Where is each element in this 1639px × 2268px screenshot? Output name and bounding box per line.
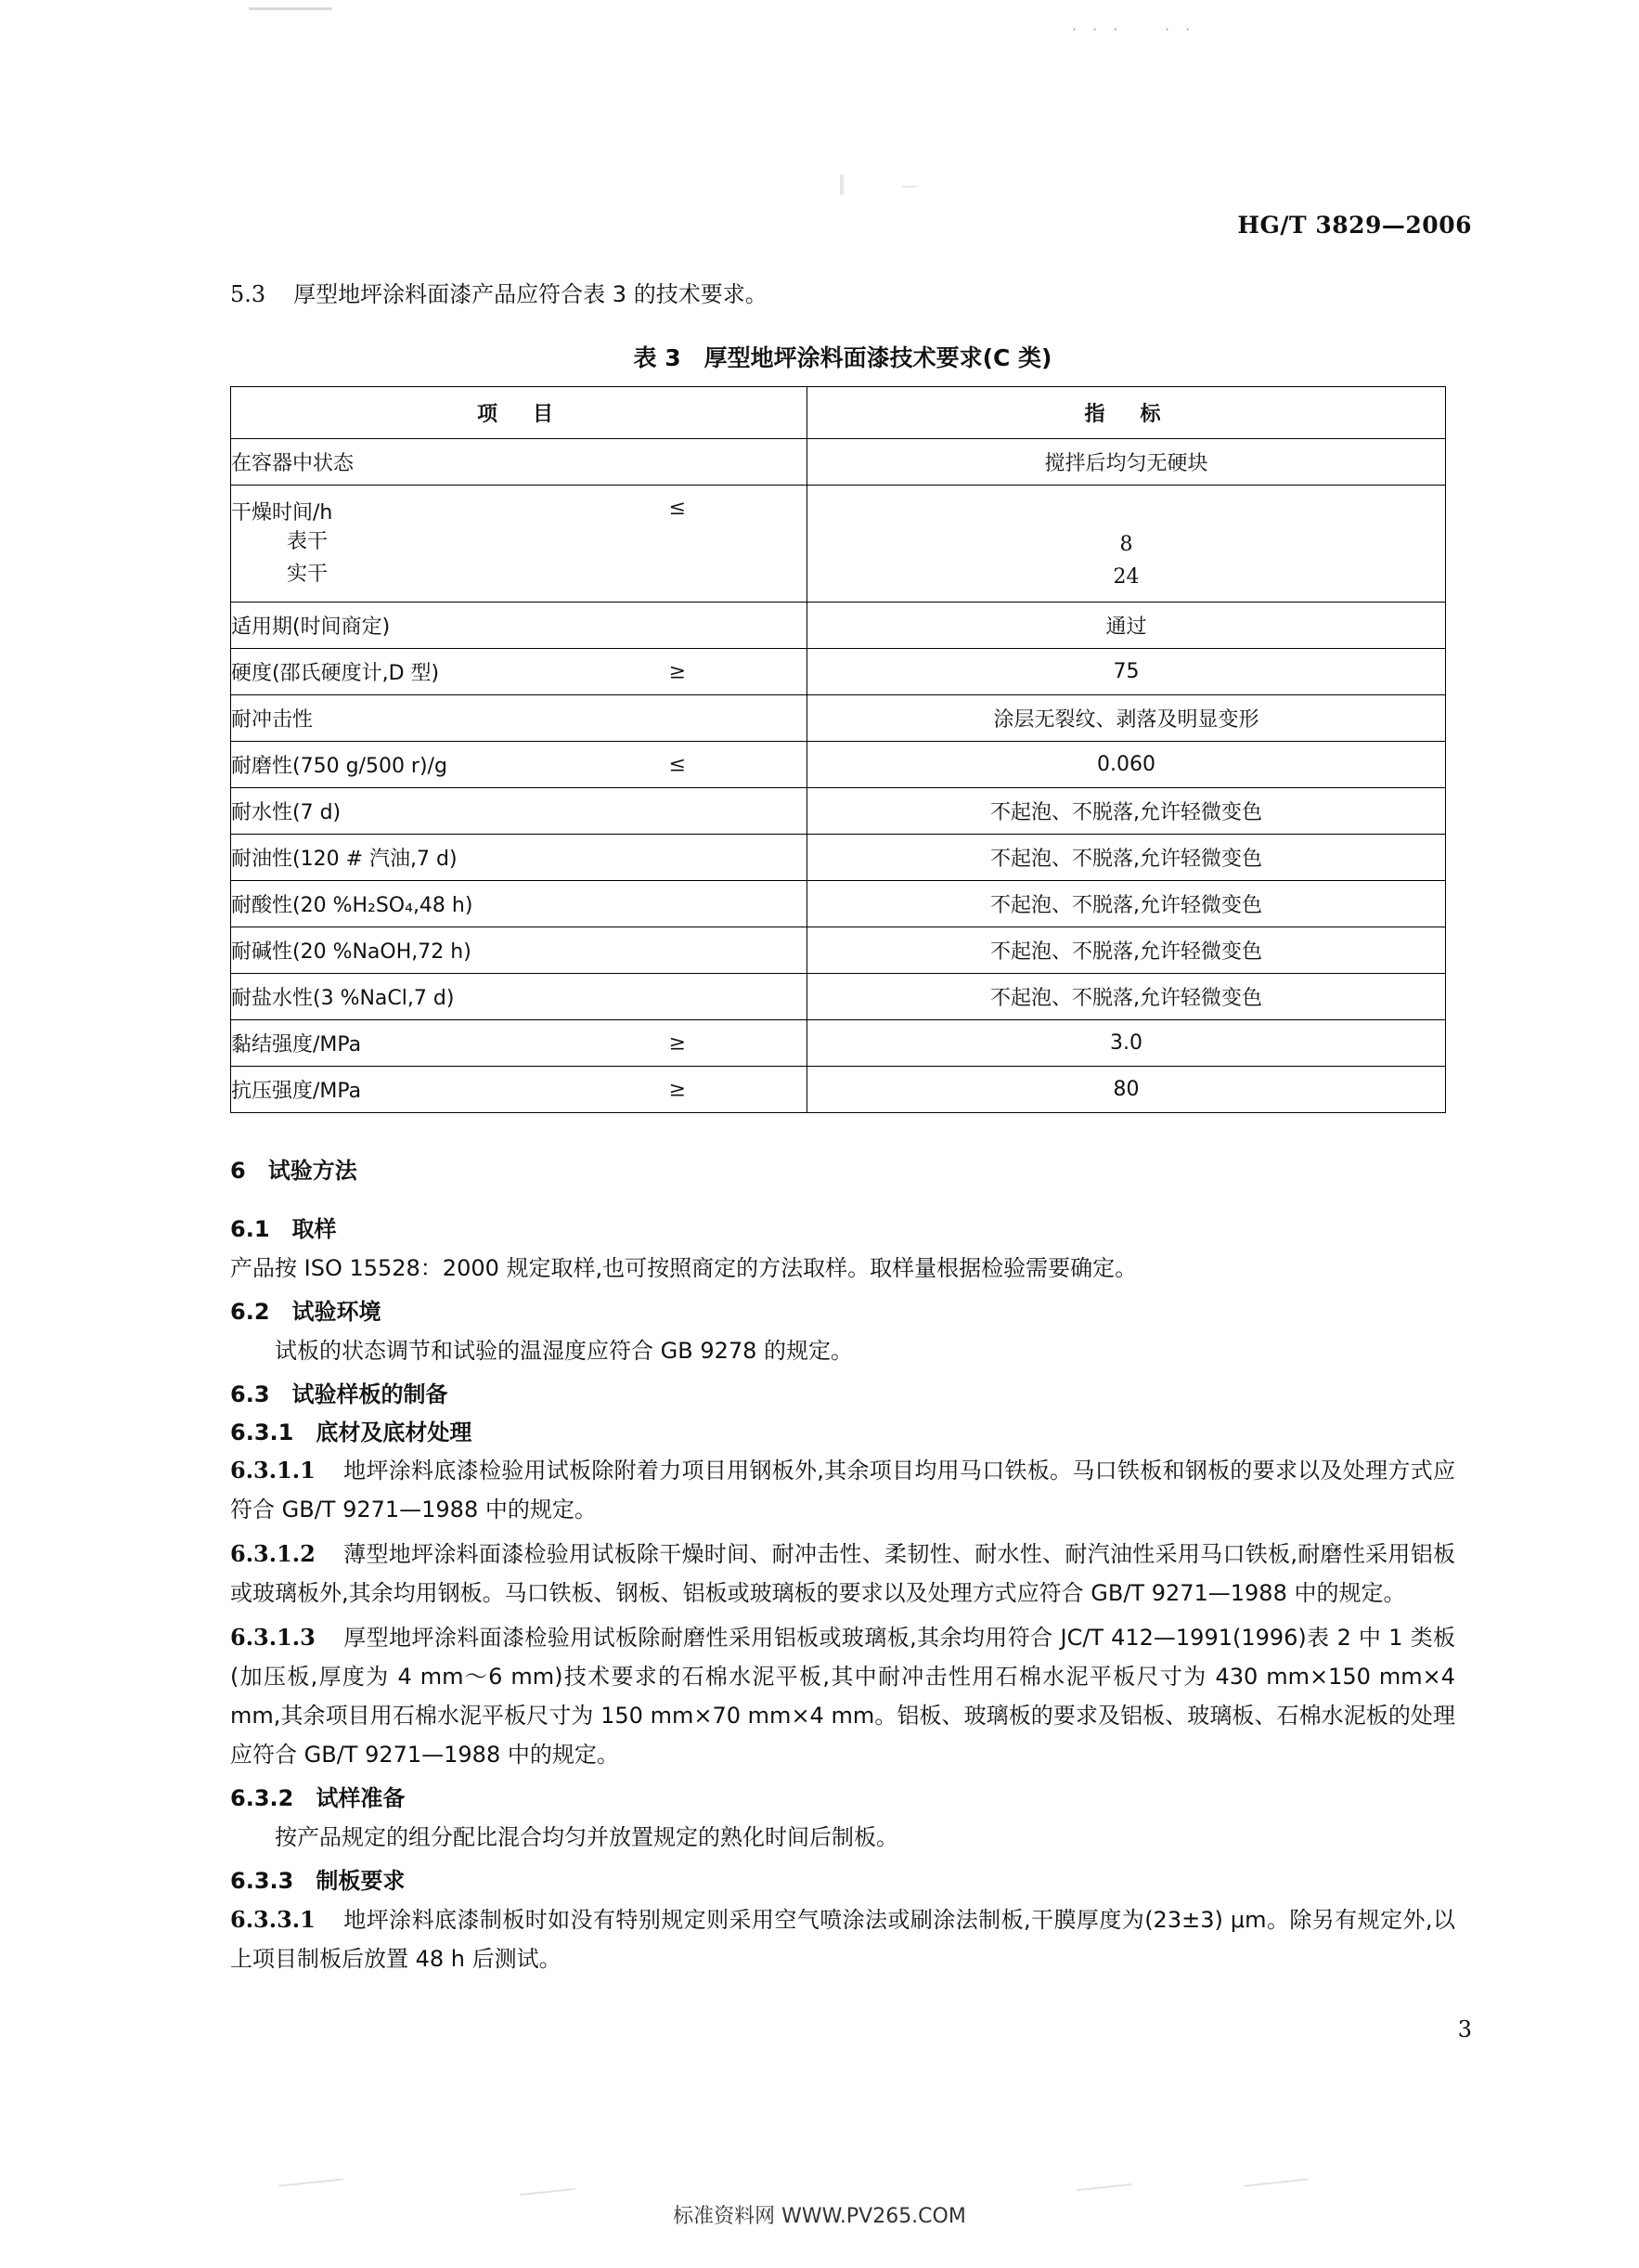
scan-artifact — [249, 7, 332, 10]
row-item-main: 硬度(邵氏硬度计,D 型) — [231, 662, 440, 686]
clause-6-3-1-3-label: 6.3.1.3 — [230, 1624, 316, 1652]
clause-6-3-3-1-label: 6.3.3.1 — [230, 1905, 316, 1933]
row-symbol: ≥ — [668, 1031, 686, 1056]
clause-6-3-3-1 — [230, 1900, 1455, 1978]
table-row — [231, 881, 1446, 927]
row-item-label: 耐碱性(20 %NaOH,72 h) — [231, 927, 807, 974]
clause-6-3-1-1-text: 地坪涂料底漆检验用试板除附着力项目用钢板外,其余项目均用马口铁板。马口铁板和钢板的要求以及处理方式应符合 GB/T 9271—1988 中的规定。 — [230, 1458, 1455, 1523]
clause-6-3-1-1 — [230, 1451, 1455, 1529]
row-item-main: 黏结强度/MPa — [231, 1033, 362, 1057]
clause-5-3 — [230, 275, 1455, 314]
row-item-value: 涂层无裂纹、剥落及明显变形 — [807, 695, 1446, 742]
table-row — [231, 927, 1446, 974]
clause-6-3-2-text: 按产品规定的组分配比混合均匀并放置规定的熟化时间后制板。 — [275, 1824, 898, 1851]
row-item-label — [231, 742, 807, 788]
scan-artifact-4 — [902, 186, 917, 188]
clause-6-3-1-3 — [230, 1618, 1455, 1774]
clause-5-3-number: 5.3 — [230, 281, 266, 307]
row-item-label: 耐冲击性 — [231, 695, 807, 742]
section-6-heading: 6 试验方法 — [230, 1158, 357, 1185]
table-row — [231, 835, 1446, 881]
row-item-sub-1: 表干 — [287, 530, 329, 553]
clause-6-3-1-heading: 6.3.1 底材及底材处理 — [230, 1419, 472, 1445]
clause-6-3-1-3-text: 厚型地坪涂料面漆检验用试板除耐磨性采用铝板或玻璃板,其余均用符合 JC/T 412—1991(1996)表 2 中 1 类板(加压板,厚度为 4 mm～6 mm)技术要求的石棉水泥平板,其中耐冲击性用石棉水泥平板尺寸为 430 mm×150 mm×4 mm,其余项目用石棉水泥平板尺寸为 150 mm×70 mm×4 mm。铝板、玻璃板的要求及铝板、玻璃板、石棉水泥板的处理应符合 GB/T 9271—1988 中的规定。 — [230, 1625, 1455, 1769]
row-item-label: 在容器中状态 — [231, 439, 807, 486]
row-symbol: ≥ — [668, 1078, 686, 1102]
clause-6-3-1-2-label: 6.3.1.2 — [230, 1540, 316, 1568]
row-item-value: 搅拌后均匀无硬块 — [807, 439, 1446, 486]
clause-6-3-1-2 — [230, 1535, 1455, 1613]
page-content — [230, 275, 1455, 1984]
clause-6-2-text: 试板的状态调节和试验的温湿度应符合 GB 9278 的规定。 — [275, 1337, 854, 1364]
row-item-value: 0.060 — [807, 742, 1446, 788]
standard-number: HG/T 3829—2006 — [1237, 212, 1472, 239]
table-row — [231, 439, 1446, 486]
table-row — [231, 742, 1446, 788]
table-row — [231, 695, 1446, 742]
section-6 — [230, 1152, 1455, 1978]
row-item-label — [231, 486, 807, 603]
table-row — [231, 1067, 1446, 1113]
row-item-label — [231, 649, 807, 695]
scan-artifact-dots: · · · — [1072, 20, 1124, 38]
table-row — [231, 603, 1446, 649]
clause-6-3-heading: 6.3 试验样板的制备 — [230, 1380, 448, 1407]
table-row — [231, 788, 1446, 835]
clause-6-3-1-2-text: 薄型地坪涂料面漆检验用试板除干燥时间、耐冲击性、柔韧性、耐水性、耐汽油性采用马口铁板,耐磨性采用铝板或玻璃板外,其余均用钢板。马口铁板、钢板、铝板或玻璃板的要求以及处理方式应符合 GB/T 9271—1988 中的规定。 — [230, 1541, 1455, 1607]
table-row — [231, 486, 1446, 603]
row-item-value: 不起泡、不脱落,允许轻微变色 — [807, 788, 1446, 835]
row-item-value: 不起泡、不脱落,允许轻微变色 — [807, 835, 1446, 881]
row-item-label: 耐盐水性(3 %NaCl,7 d) — [231, 974, 807, 1020]
row-symbol: ≥ — [668, 660, 686, 684]
row-item-value: 不起泡、不脱落,允许轻微变色 — [807, 881, 1446, 927]
row-item-value: 75 — [807, 649, 1446, 695]
clause-6-3-2-heading: 6.3.2 试样准备 — [230, 1785, 406, 1812]
row-item-label — [231, 1067, 807, 1113]
scan-artifact-3 — [840, 175, 844, 195]
table-row — [231, 974, 1446, 1020]
table-row-header — [231, 387, 1446, 439]
row-item-label: 耐油性(120 # 汽油,7 d) — [231, 835, 807, 881]
page-number: 3 — [1457, 2016, 1472, 2042]
table-row — [231, 649, 1446, 695]
row-item-value: 不起泡、不脱落,允许轻微变色 — [807, 927, 1446, 974]
row-symbol: ≤ — [668, 753, 686, 777]
row-item-value: 3.0 — [807, 1020, 1446, 1067]
row-value-1: 8 — [1119, 533, 1133, 556]
clause-6-1-text: 产品按 ISO 15528：2000 规定取样,也可按照商定的方法取样。取样量根据检验需要确定。 — [230, 1254, 1138, 1281]
clause-6-3-3-heading: 6.3.3 制板要求 — [230, 1868, 406, 1895]
row-item-label: 耐酸性(20 %H₂SO₄,48 h) — [231, 881, 807, 927]
clause-6-3-1-1-label: 6.3.1.1 — [230, 1457, 316, 1484]
row-item-value: 80 — [807, 1067, 1446, 1113]
scan-artifact-5 — [278, 2178, 343, 2186]
row-item-main: 耐磨性(750 g/500 r)/g — [231, 755, 447, 779]
scan-artifact-6 — [520, 2188, 575, 2196]
clause-6-1-heading: 6.1 取样 — [230, 1216, 337, 1243]
row-item-label: 适用期(时间商定) — [231, 603, 807, 649]
row-item-value: 不起泡、不脱落,允许轻微变色 — [807, 974, 1446, 1020]
row-item-label — [231, 1020, 807, 1067]
footer-watermark: 标准资料网 WWW.PV265.COM — [673, 2205, 966, 2228]
scan-artifact-dots-2: · · — [1165, 20, 1196, 38]
table-3 — [230, 386, 1446, 1113]
scan-artifact-8 — [1244, 2178, 1309, 2186]
row-item-value: 通过 — [807, 603, 1446, 649]
clause-6-2-heading: 6.2 试验环境 — [230, 1298, 381, 1325]
row-item-label: 耐水性(7 d) — [231, 788, 807, 835]
row-item-main: 抗压强度/MPa — [231, 1080, 362, 1104]
clause-5-3-text: 厚型地坪涂料面漆产品应符合表 3 的技术要求。 — [293, 281, 768, 307]
table-header-item: 项 目 — [231, 387, 807, 439]
scan-artifact-7 — [1077, 2184, 1132, 2191]
table-3-title: 表 3 厚型地坪涂料面漆技术要求(C 类) — [633, 344, 1052, 371]
clause-6-3-3-1-text: 地坪涂料底漆制板时如没有特别规定则采用空气喷涂法或刷涂法制板,干膜厚度为(23±3) μm。除另有规定外,以上项目制板后放置 48 h 后测试。 — [230, 1906, 1455, 1972]
row-item-main: 干燥时间/h — [231, 501, 333, 525]
row-symbol: ≤ — [668, 497, 686, 520]
row-item-value — [807, 486, 1446, 603]
row-item-sub-2: 实干 — [287, 563, 329, 587]
table-header-index: 指 标 — [807, 387, 1446, 439]
row-value-2: 24 — [1113, 565, 1140, 590]
table-row — [231, 1020, 1446, 1067]
